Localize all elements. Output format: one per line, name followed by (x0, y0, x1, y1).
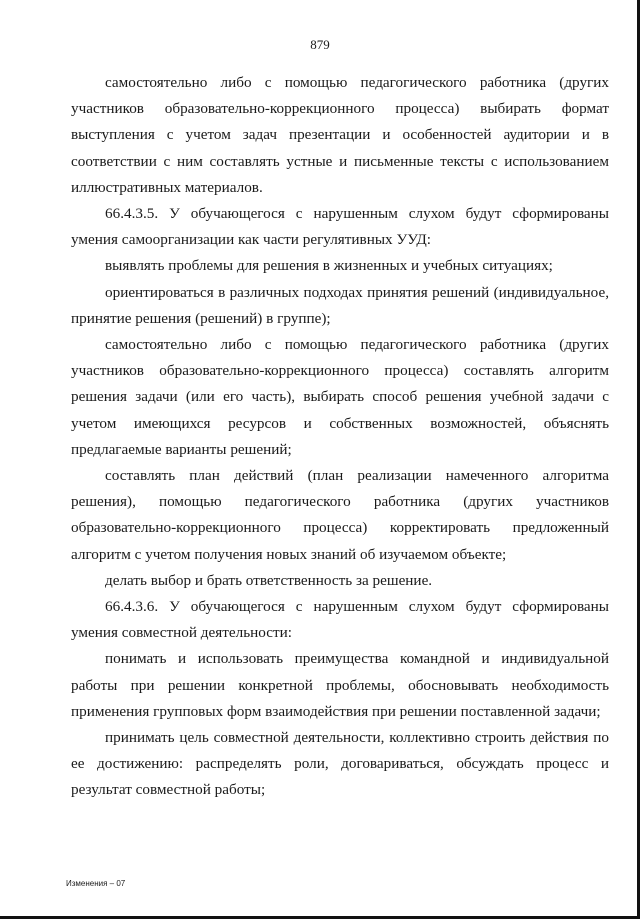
paragraph: самостоятельно либо с помощью педагогического работника (других участников образовательно-коррекционного процесса) выбирать формат выступления с учетом задач презентации и особенностей аудитории и в соответствии с ним составлять устные и письменные тексты с использованием иллюстративных материалов. (71, 74, 609, 196)
paragraph: 66.4.3.5. У обучающегося с нарушенным слухом будут сформированы умения самоорганизации как части регулятивных УУД: (71, 205, 609, 249)
document-body (71, 70, 609, 804)
paragraph: понимать и использовать преимущества командной и индивидуальной работы при решении конкретной проблемы, обосновывать необходимость применения групповых форм взаимодействия при решении поставленной задачи; (71, 650, 609, 720)
paragraph: ориентироваться в различных подходах принятия решений (индивидуальное, принятие решения (решений) в группе); (71, 283, 609, 327)
paragraph: делать выбор и брать ответственность за решение. (105, 571, 433, 589)
paragraph: принимать цель совместной деятельности, коллективно строить действия по ее достижению: распределять роли, договариваться, обсуждать процесс и результат совместной работы; (71, 729, 609, 799)
paragraph: 66.4.3.6. У обучающегося с нарушенным слухом будут сформированы умения совместной деятельности: (71, 598, 609, 642)
page-number: 879 (310, 37, 330, 52)
footer-revision: Изменения – 07 (66, 879, 126, 888)
paragraph: выявлять проблемы для решения в жизненных и учебных ситуациях; (105, 257, 553, 275)
paragraph: составлять план действий (план реализации намеченного алгоритма решения), помощью педагогического работника (других участников образовательно-коррекционного процесса) корректировать предложенный алгоритм с учетом получения новых знаний об изучаемом объекте; (71, 467, 609, 563)
paragraph: самостоятельно либо с помощью педагогического работника (других участников образовательно-коррекционного процесса) составлять алгоритм решения задачи (или его часть), выбирать способ решения учебной задачи с учетом имеющихся ресурсов и собственных возможностей, объяснять предлагаемые варианты решений; (71, 336, 609, 458)
